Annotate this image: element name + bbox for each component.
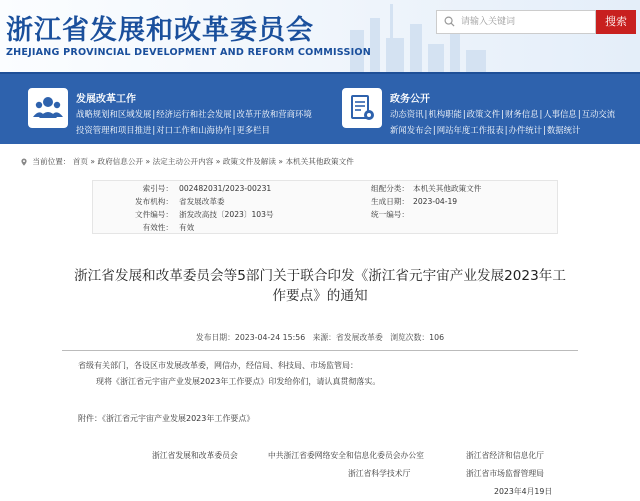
location-icon xyxy=(20,158,28,166)
nav-section-title[interactable]: 政务公开 xyxy=(390,94,430,105)
nav-link-investment[interactable]: 投资管理和项目推进 xyxy=(76,125,152,135)
validity-value: 有效 xyxy=(179,223,195,232)
signatory-org: 中共浙江省委网络安全和信息化委员会办公室 xyxy=(268,451,424,460)
article-title-line1: 浙江省发展和改革委员会等5部门关于联合印发《浙江省元宇宙产业发展2023年工 xyxy=(74,268,566,284)
validity-label: 有效性： xyxy=(142,223,173,232)
article-greeting: 省级有关部门，各设区市发展改革委，网信办，经信局、科技局、市场监管局： xyxy=(78,361,358,370)
meta-divider xyxy=(62,350,578,351)
document-info-table xyxy=(92,180,558,234)
article-meta xyxy=(0,332,640,343)
breadcrumb-statutory[interactable]: 法定主动公开内容 xyxy=(152,157,214,166)
signatory-org: 浙江省科学技术厅 xyxy=(348,469,411,478)
breadcrumb-disclosure[interactable]: 政府信息公开 xyxy=(97,157,144,166)
nav-link-reform[interactable]: 改革开放和营商环境 xyxy=(236,109,312,119)
nav-link-data-stats[interactable]: 数据统计 xyxy=(546,125,581,135)
nav-link-interaction[interactable]: 互动交流 xyxy=(581,109,616,119)
date-value: 2023-04-19 xyxy=(413,197,458,206)
nav-link-functions[interactable]: 机构职能 xyxy=(428,109,462,119)
site-header xyxy=(0,0,640,72)
search-input[interactable]: 请输入关键词 xyxy=(436,10,596,34)
docno-value: 浙发改高技〔2023〕103号 xyxy=(179,210,274,219)
unified-label: 统一编号： xyxy=(371,210,409,219)
article-body: 现将《浙江省元宇宙产业发展2023年工作要点》印发给你们，请认真贯彻落实。 xyxy=(96,377,381,386)
article-source: 来源：省发展改革委 xyxy=(312,333,383,342)
index-label: 索引号： xyxy=(142,184,173,193)
issuer-label: 发布机构： xyxy=(135,197,173,206)
article-attachment[interactable]: 附件：《浙江省元宇宙产业发展2023年工作要点》 xyxy=(78,414,255,423)
breadcrumb xyxy=(20,156,354,167)
nav-link-case-stats[interactable]: 办件统计 xyxy=(508,125,543,135)
site-title-english: ZHEJIANG PROVINCIAL DEVELOPMENT AND REFORM COMMISSION xyxy=(6,47,371,58)
breadcrumb-separator: » xyxy=(145,157,151,166)
docno-label: 文件编号： xyxy=(135,210,173,219)
search-icon xyxy=(444,16,455,27)
breadcrumb-separator: » xyxy=(278,157,284,166)
breadcrumb-separator: » xyxy=(215,157,221,166)
category-value: 本机关其他政策文件 xyxy=(413,184,482,193)
main-nav xyxy=(0,72,640,144)
breadcrumb-policy[interactable]: 政策文件及解读 xyxy=(222,157,276,166)
article-title xyxy=(70,266,570,306)
signatory-org: 浙江省发展和改革委员会 xyxy=(152,451,238,460)
index-value: 002482031/2023-00231 xyxy=(179,184,272,193)
issuer-value: 省发展改革委 xyxy=(179,197,225,206)
site-title[interactable]: 浙江省发展和改革委员会 xyxy=(6,15,314,46)
signatory-org: 浙江省市场监督管理局 xyxy=(466,469,544,478)
search-button[interactable]: 搜索 xyxy=(596,10,636,34)
breadcrumb-separator: » xyxy=(90,157,96,166)
nav-link-finance[interactable]: 财务信息 xyxy=(504,109,539,119)
nav-link-press[interactable]: 新闻发布会 xyxy=(390,125,432,135)
nav-section-disclosure: 政务公开 动态资讯|机构职能|政策文件|财务信息|人事信息|互动交流 新闻发布会|网站年度工作报表|办件统计|数据统计 xyxy=(342,82,638,140)
breadcrumb-home[interactable]: 首页 xyxy=(72,157,88,166)
people-icon xyxy=(28,88,68,128)
nav-link-news[interactable]: 动态资讯 xyxy=(390,109,424,119)
nav-link-economy[interactable]: 经济运行和社会发展 xyxy=(156,109,232,119)
nav-link-personnel[interactable]: 人事信息 xyxy=(543,109,577,119)
nav-section-title[interactable]: 发展改革工作 xyxy=(76,94,136,105)
document-gear-icon xyxy=(342,88,382,128)
nav-link-annual-report[interactable]: 网站年度工作报表 xyxy=(436,125,504,135)
nav-link-more[interactable]: 更多栏目 xyxy=(236,125,270,135)
nav-link-policy[interactable]: 政策文件 xyxy=(466,109,501,119)
article-title-line2: 作要点》的通知 xyxy=(272,288,368,304)
nav-section-development: 发展改革工作 战略规划和区域发展|经济运行和社会发展|改革开放和营商环境 投资管理和项目推进|对口工作和山海协作|更多栏目 xyxy=(28,82,328,140)
category-label: 组配分类： xyxy=(371,184,409,193)
breadcrumb-prefix: 当前位置： xyxy=(32,157,71,166)
signatory-org: 浙江省经济和信息化厅 xyxy=(466,451,544,460)
nav-link-strategy[interactable]: 战略规划和区域发展 xyxy=(76,109,152,119)
breadcrumb-current[interactable]: 本机关其他政策文件 xyxy=(285,157,354,166)
view-count: 浏览次数：106 xyxy=(390,333,445,342)
publish-date: 发布日期：2023-04-24 15:56 xyxy=(195,333,306,342)
signature-date: 2023年4月19日 xyxy=(494,487,553,496)
date-label: 生成日期： xyxy=(371,197,409,206)
nav-link-cooperation[interactable]: 对口工作和山海协作 xyxy=(156,125,232,135)
